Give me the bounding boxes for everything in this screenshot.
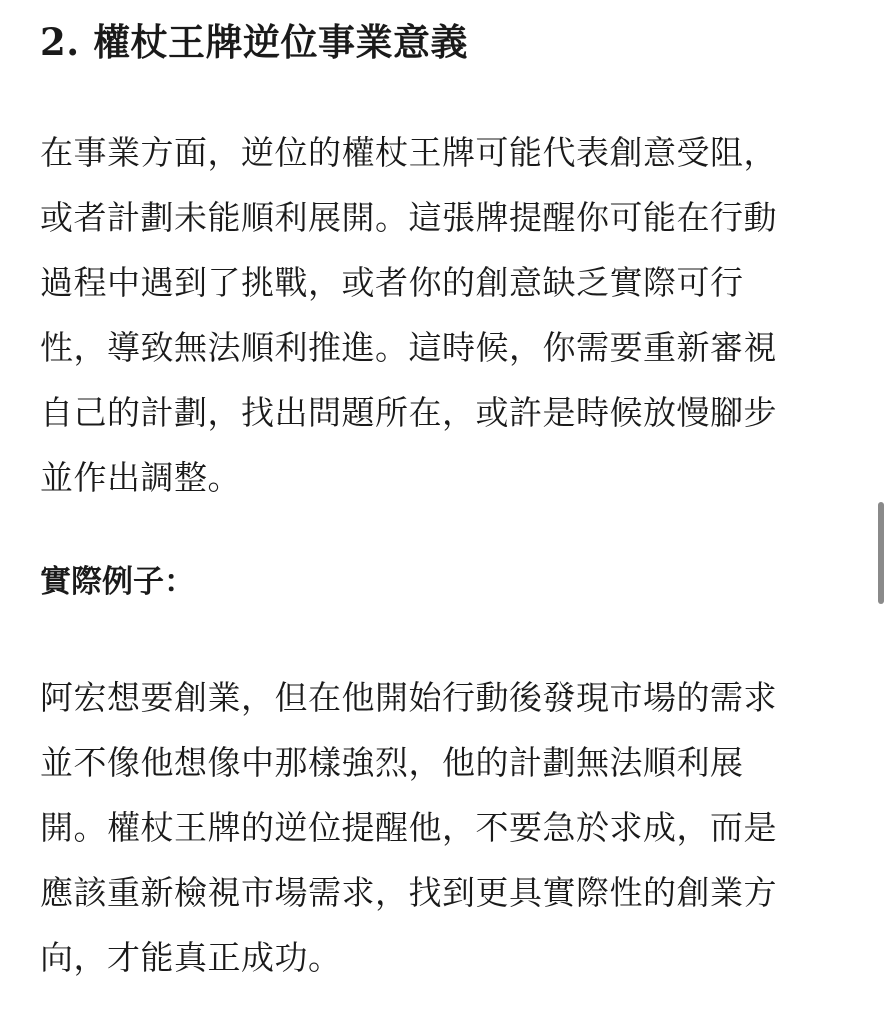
example-subheading: 實際例子： bbox=[40, 564, 195, 600]
paragraph-example bbox=[40, 665, 845, 990]
paragraph-line: 開。權杖王牌的逆位提醒他，不要急於求成，而是 bbox=[40, 808, 777, 847]
paragraph-career-meaning bbox=[40, 120, 845, 510]
heading-text: 權杖王牌逆位事業意義 bbox=[93, 21, 469, 64]
paragraph-line: 並作出調整。 bbox=[40, 458, 241, 497]
paragraph-line: 阿宏想要創業，但在他開始行動後發現市場的需求 bbox=[40, 678, 777, 717]
paragraph-line: 應該重新檢視市場需求，找到更具實際性的創業方 bbox=[40, 873, 777, 912]
paragraph-line: 向，才能真正成功。 bbox=[40, 938, 342, 977]
paragraph-line: 並不像他想像中那樣強烈，他的計劃無法順利展 bbox=[40, 743, 744, 782]
section-heading bbox=[40, 14, 468, 71]
paragraph-line: 性，導致無法順利推進。這時候，你需要重新審視 bbox=[40, 328, 777, 367]
paragraph-line: 自己的計劃，找出問題所在，或許是時候放慢腳步 bbox=[40, 393, 777, 432]
paragraph-line: 或者計劃未能順利展開。這張牌提醒你可能在行動 bbox=[40, 198, 777, 237]
paragraph-line: 在事業方面，逆位的權杖王牌可能代表創意受阻， bbox=[40, 133, 777, 172]
scrollbar-thumb[interactable] bbox=[878, 502, 884, 604]
paragraph-line: 過程中遇到了挑戰，或者你的創意缺乏實際可行 bbox=[40, 263, 744, 302]
heading-number: 2. bbox=[40, 20, 80, 64]
